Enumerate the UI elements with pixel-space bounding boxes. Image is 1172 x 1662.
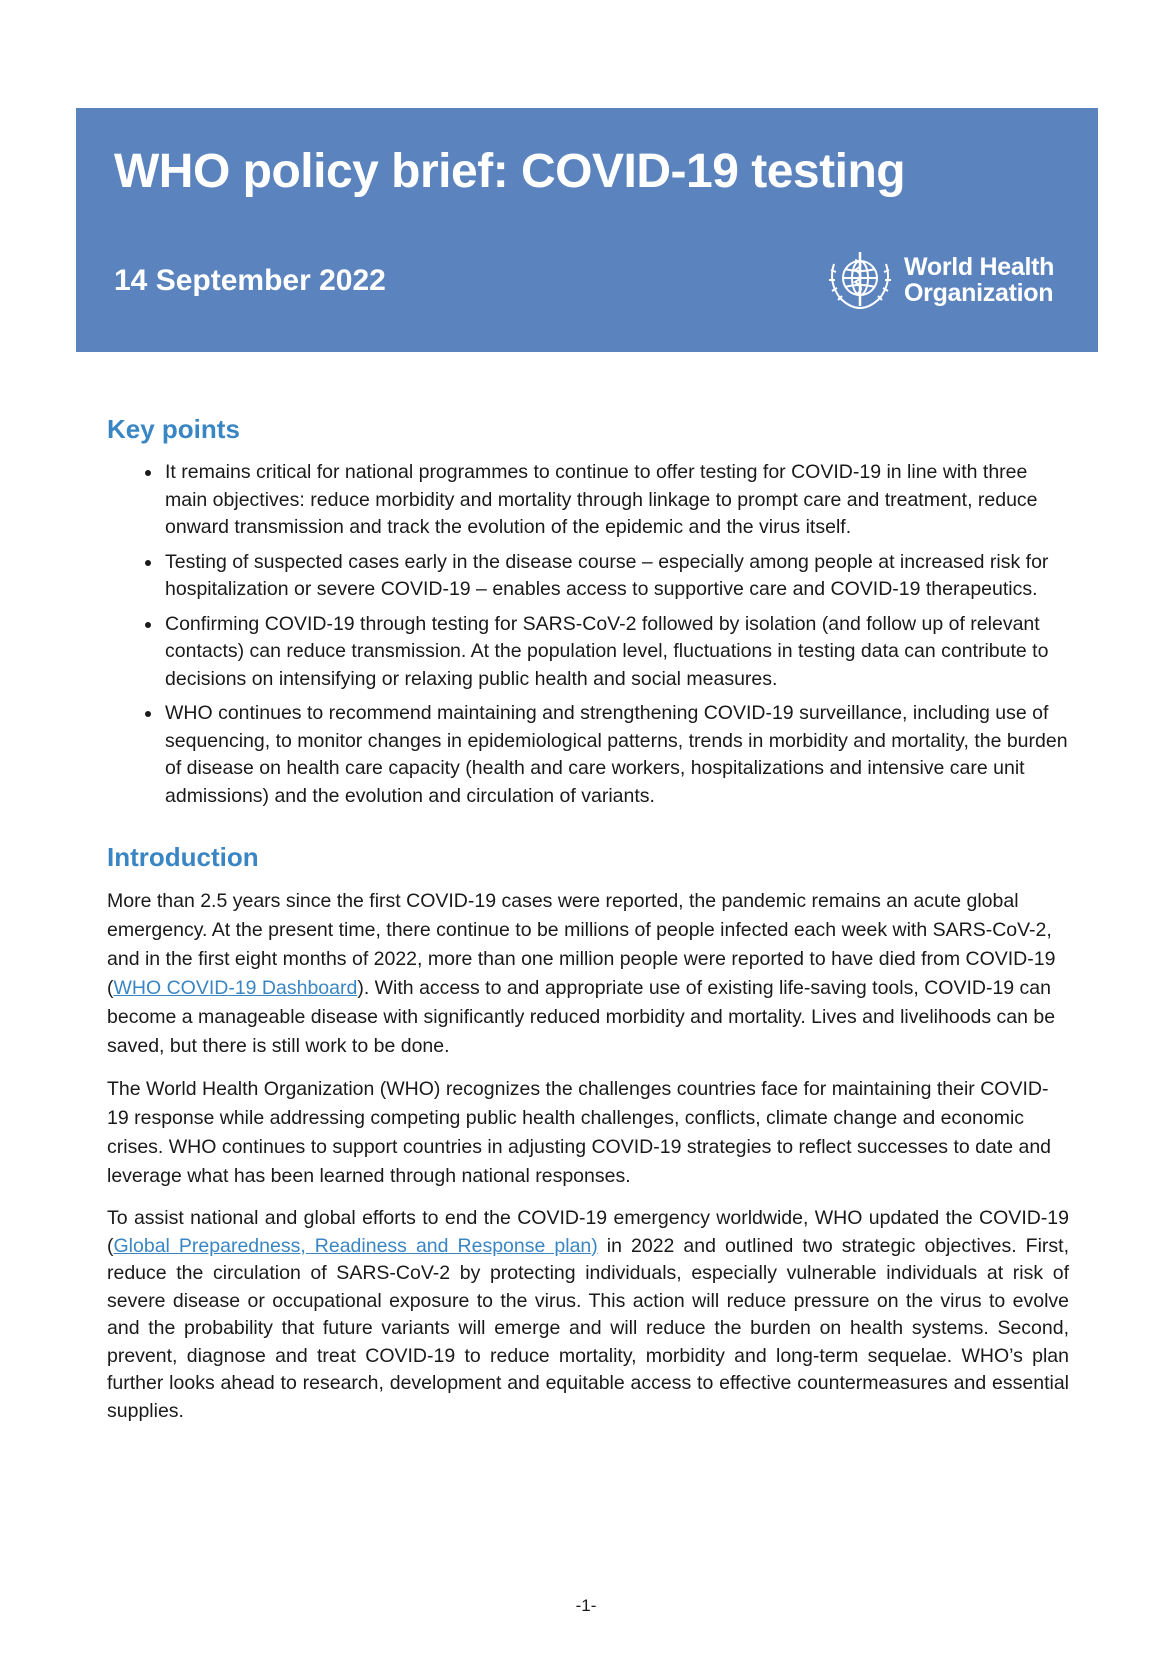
document-body [107,414,1069,1425]
page-number: -1- [575,1596,597,1615]
logo-text [904,254,1054,306]
key-point-item: • It remains critical for national programmes to continue to offer testing for COVID-19 in line with three main objectives: reduce morbidity and mortality through linkage to prompt care and treatment, reduce onward transmission and track the evolution of the epidemic and the virus itself. [163,459,1069,542]
key-point-item: • WHO continues to recommend maintaining and strengthening COVID-19 surveillance, including use of sequencing, to monitor changes in epidemiological patterns, trends in morbidity and mortality, the burden of disease on health care capacity (health and care workers, hospitalizations and intensive care unit admissions) and the evolution and circulation of variants. [163,700,1069,810]
intro-p3-text-a: To assist national and global efforts to end the COVID-19 emergency worldwide, WHO updated the COVID-19 ( [107,1207,1069,1257]
key-points-heading: Key points [107,414,240,444]
intro-paragraph-1 [107,887,1069,1061]
intro-p1-text-a: More than 2.5 years since the first COVID-19 cases were reported, the pandemic remains an acute global emergency. At the present time, there continue to be millions of people infected each week with SARS-CoV-2, and in the first eight months of 2022, more than one million people were reported to have died from COVID-19 ( [107,890,1056,999]
key-point-item: • Confirming COVID-19 through testing for SARS-CoV-2 followed by isolation (and follow up of relevant contacts) can reduce transmission. At the population level, fluctuations in testing data can contribute to decisions on intensifying or relaxing public health and social measures. [163,611,1069,694]
who-logo [822,246,1054,314]
logo-text-line1: World Health [904,253,1055,281]
key-point-item: • Testing of suspected cases early in the disease course – especially among people at increased risk for hospitalization or severe COVID-19 – enables access to supportive care and COVID-19 therapeutics. [163,549,1069,604]
document-title: WHO policy brief: COVID-19 testing [114,145,906,198]
logo-text-line2: Organization [904,279,1054,307]
publication-date: 14 September 2022 [114,264,386,297]
intro-p1-text-b: ). With access to and appropriate use of existing life-saving tools, COVID-19 can become a manageable disease with significantly reduced morbidity and mortality. Lives and livelihoods can be saved, but there is still work to be done. [107,977,1056,1057]
who-dashboard-link[interactable]: WHO COVID-19 Dashboard [113,977,358,999]
intro-p3-text-b: in 2022 and outlined two strategic objectives. First, reduce the circulation of SARS-CoV-2 by protecting individuals, especially vulnerable individuals at risk of severe disease or occupational exposure to the virus. This action will reduce pressure on the virus to evolve and the probability that future variants will emerge and will reduce the burden on health systems. Second, prevent, diagnose and treat COVID-19 to reduce mortality, morbidity and long-term sequelae. WHO’s plan further looks ahead to research, development and equitable access to effective countermeasures and essential supplies. [107,1234,1069,1422]
preparedness-plan-link[interactable]: Global Preparedness, Readiness and Response plan) [113,1234,598,1257]
header-banner [76,108,1098,352]
introduction-heading: Introduction [107,842,259,872]
intro-paragraph-2: The World Health Organization (WHO) recognizes the challenges countries face for maintaining their COVID-19 response while addressing competing public health challenges, conflicts, climate change and economic crises. WHO continues to support countries in adjusting COVID-19 strategies to reflect successes to date and leverage what has been learned through national responses. [107,1078,1052,1187]
who-emblem-icon [822,246,898,314]
intro-paragraph-3 [107,1205,1069,1425]
key-points-list [107,459,1069,810]
